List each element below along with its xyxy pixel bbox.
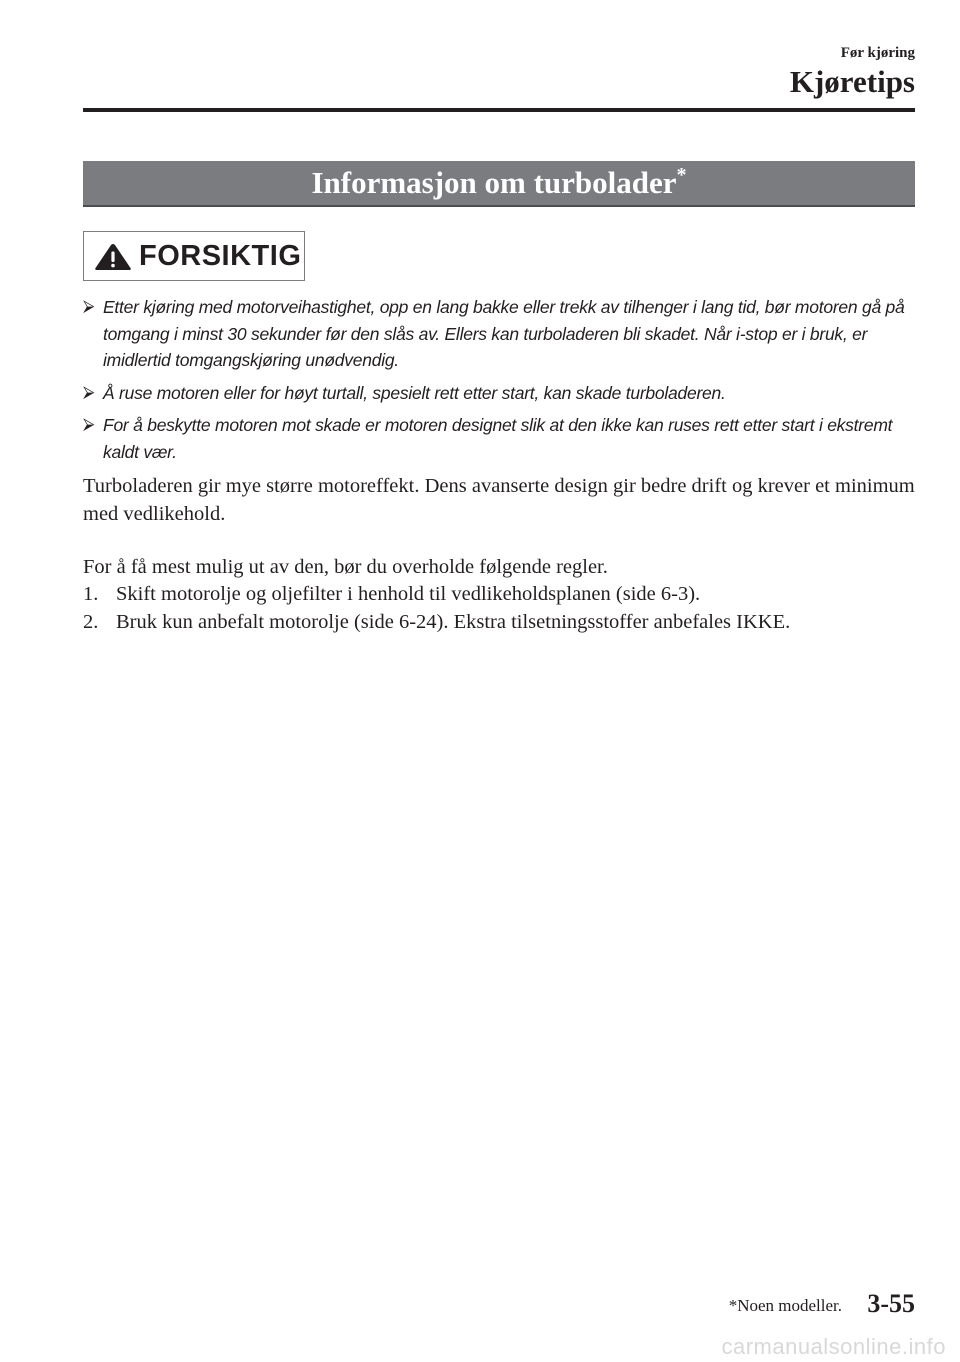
caution-item	[83, 294, 915, 374]
caution-box	[83, 231, 305, 281]
rule-item	[83, 609, 915, 637]
caution-item	[83, 380, 915, 407]
intro-paragraph: Turboladeren gir mye større motoreffekt. Dens avanserte design gir bedre drift og krever et minimum med vedlikehold.	[83, 475, 915, 525]
caution-list	[83, 294, 915, 471]
arrow-bullet-icon: ⮚	[83, 383, 95, 401]
header-divider	[83, 108, 915, 112]
arrow-bullet-icon: ⮚	[83, 416, 95, 433]
page-header	[790, 44, 915, 100]
caution-item-text: For å beskytte motoren mot skade er motoren designet slik at den ikke kan ruses rett etter start i ekstremt kaldt vær.	[103, 415, 893, 462]
page-number: 3-55	[867, 1289, 915, 1318]
caution-item	[83, 412, 915, 465]
topic-banner	[83, 161, 915, 207]
rule-number: 2.	[83, 610, 99, 633]
caution-item-text: Å ruse motoren eller for høyt turtall, spesielt rett etter start, kan skade turboladeren.	[103, 382, 726, 403]
rules-intro-paragraph: For å få mest mulig ut av den, bør du overholde følgende regler.	[83, 556, 608, 578]
topic-title: Informasjon om turbolader	[311, 165, 677, 200]
rule-text: Skift motorolje og oljefilter i henhold til vedlikeholdsplanen (side 6-3).	[116, 583, 701, 605]
topic-marker: *	[676, 164, 687, 186]
watermark: carmanualsonline.info	[721, 1334, 946, 1359]
caution-item-text: Etter kjøring med motorveihastighet, opp en lang bakke eller trekk av tilhenger i lang tid, bør motoren gå på tomgang i minst 30 sekunder før den slås av. Ellers kan turboladeren bli skadet. Når i-stop er i bruk, er imidlertid tomgangskjøring unødvendig.	[103, 297, 905, 370]
rules-list	[83, 581, 915, 636]
arrow-bullet-icon: ⮚	[83, 298, 95, 315]
footnote: *Noen modeller.	[728, 1296, 842, 1315]
rule-text: Bruk kun anbefalt motorolje (side 6-24). Ekstra tilsetningsstoffer anbefales IKKE.	[116, 610, 791, 633]
section-title: Kjøretips	[789, 64, 915, 99]
warning-triangle-icon	[93, 242, 133, 272]
caution-label: FORSIKTIG	[139, 240, 302, 272]
rule-number: 1.	[83, 583, 99, 605]
chapter-label: Før kjøring	[840, 45, 915, 61]
rule-item	[83, 581, 915, 609]
